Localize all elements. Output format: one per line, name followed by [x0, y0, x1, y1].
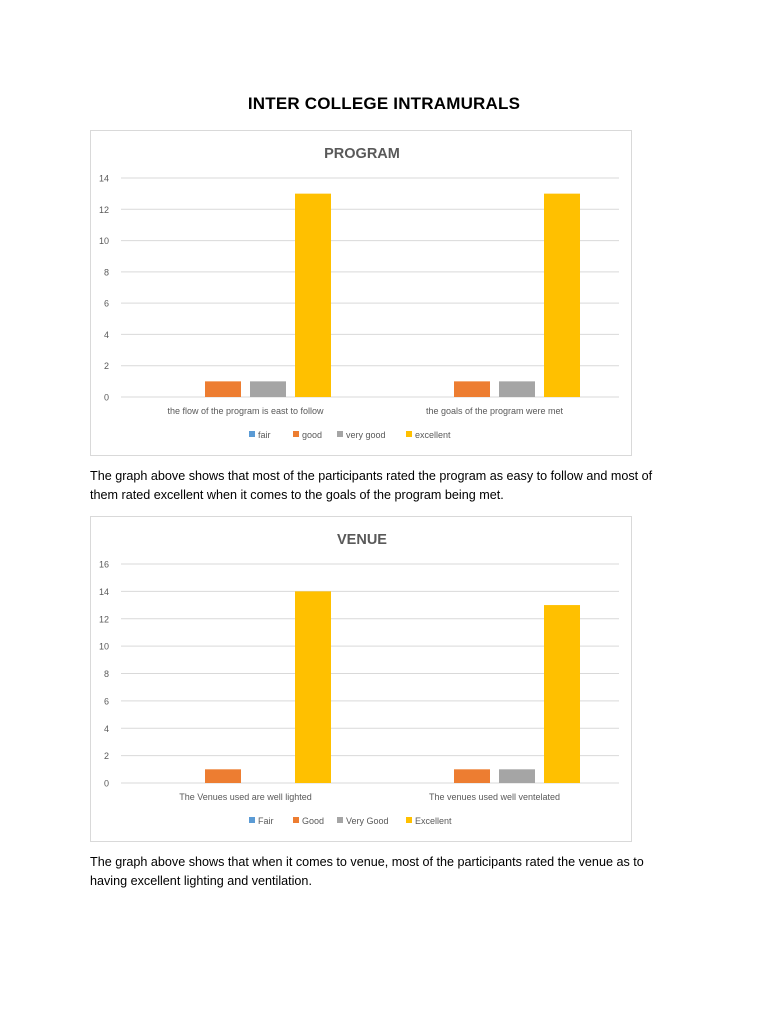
y-tick-label: 6 [103, 298, 109, 309]
y-tick-label: 12 [98, 204, 109, 215]
legend-swatch-excellent [406, 431, 412, 437]
bar-excellent-1 [295, 194, 331, 397]
legend-label-very-good: Very Good [346, 816, 389, 826]
y-tick-label: 6 [103, 696, 109, 707]
venue-chart [90, 516, 632, 842]
legend-swatch-good [293, 431, 299, 437]
y-tick-label: 2 [103, 751, 109, 762]
legend-swatch-good [293, 817, 299, 823]
y-tick-label: 4 [103, 723, 109, 734]
program-summary-paragraph: The graph above shows that most of the participants rated the program as easy to follow and most of them rated excellent when it comes to the goals of the program being met. [90, 469, 653, 502]
chart-title: VENUE [337, 532, 387, 548]
x-category-label: The venues used well ventelated [428, 792, 561, 802]
y-tick-label: 2 [103, 361, 109, 372]
bar-very-good-2 [499, 381, 535, 397]
bar-good-2 [454, 381, 490, 397]
y-tick-label: 4 [103, 329, 109, 340]
program-chart [90, 130, 632, 456]
legend-swatch-excellent [406, 817, 412, 823]
legend-swatch-very-good [337, 817, 343, 823]
bar-excellent-2 [544, 605, 580, 783]
y-tick-label: 10 [98, 236, 109, 247]
x-category-label: the goals of the program were met [425, 406, 564, 416]
y-tick-label: 10 [98, 641, 109, 652]
legend-label-good: good [302, 430, 323, 440]
legend-label-fair: fair [258, 430, 271, 440]
venue-summary-paragraph: The graph above shows that when it comes to venue, most of the participants rated the venue as to having excellent lighting and ventilation. [90, 855, 644, 888]
legend-label-very-good: very good [346, 430, 386, 440]
legend-label-excellent: Excellent [415, 816, 452, 826]
y-tick-label: 8 [103, 267, 109, 278]
legend-swatch-fair [249, 817, 255, 823]
chart-svg [91, 131, 633, 457]
bar-good-1 [205, 769, 241, 783]
legend-label-good: Good [302, 816, 325, 826]
y-tick-label: 14 [98, 173, 109, 184]
y-tick-label: 14 [98, 586, 109, 597]
y-tick-label: 12 [98, 614, 109, 625]
bar-excellent-1 [295, 591, 331, 783]
legend-swatch-fair [249, 431, 255, 437]
y-tick-label: 16 [98, 559, 109, 570]
legend-label-fair: Fair [258, 816, 274, 826]
x-category-label: The Venues used are well lighted [179, 792, 312, 802]
bar-very-good-2 [499, 769, 535, 783]
bar-excellent-2 [544, 194, 580, 397]
legend-label-excellent: excellent [415, 430, 451, 440]
bar-good-1 [205, 381, 241, 397]
legend-swatch-very-good [337, 431, 343, 437]
x-category-label: the flow of the program is east to follow [167, 406, 324, 416]
bar-very-good-1 [250, 381, 286, 397]
y-tick-label: 8 [103, 669, 109, 679]
chart-svg [91, 517, 633, 843]
y-tick-label: 0 [103, 778, 109, 789]
bar-good-2 [454, 769, 490, 783]
chart-title: PROGRAM [324, 146, 400, 162]
y-tick-label: 0 [103, 392, 109, 403]
page-title: INTER COLLEGE INTRAMURALS [247, 94, 521, 113]
